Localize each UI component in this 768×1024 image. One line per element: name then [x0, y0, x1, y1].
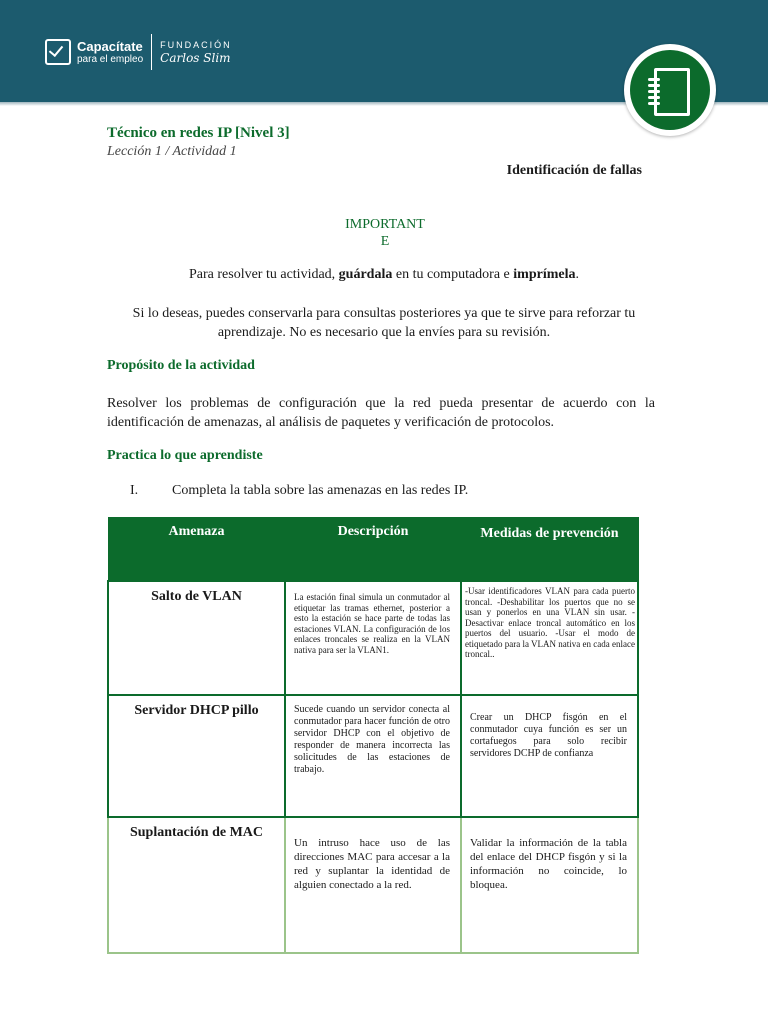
p1-text-a: Para resolver tu actividad, [189, 267, 339, 282]
logo-title: Capacítate [77, 38, 143, 54]
logo-divider [151, 34, 152, 70]
description-cell: Un intruso hace uso de las direcciones MAC para accesar a la red y suplantar la identidad de alguien conectado a la red. [285, 817, 461, 953]
prevention-cell: Validar la información de la tabla del enlace del DHCP fisgón y si la información no coincide, lo bloquea. [461, 817, 638, 953]
p1-text-c: . [575, 267, 579, 282]
important-heading [330, 216, 440, 250]
badge-circle [630, 50, 710, 130]
column-header-threat: Amenaza [108, 518, 285, 582]
p1-bold-save: guárdala [338, 267, 393, 282]
threat-cell: Salto de VLAN [108, 581, 285, 695]
save-print-instructions [107, 267, 661, 283]
description-cell: La estación final simula un conmutador al etiquetar las tramas ethernet, posterior a esto la estación se hace parte de todas las estaciones VLAN. La configuración de los enlaces troncales se realiza en la VLAN nativa para ser la VLAN1. [285, 581, 461, 695]
keep-note-paragraph: Si lo deseas, puedes conservarla para consultas posteriores ya que te sirve para reforzar tu aprendizaje. No es necesario que la envíes para su revisión. [132, 306, 636, 340]
important-line2: E [380, 234, 390, 249]
notebook-icon [654, 68, 690, 116]
checkbox-logo-icon [45, 39, 71, 65]
column-header-prevention: Medidas de prevención [461, 518, 638, 582]
table-row [108, 581, 638, 695]
important-line1: IMPORTANT [345, 217, 425, 232]
p1-text-b: en tu computadora e [392, 267, 514, 282]
purpose-text: Resolver los problemas de configuración que la red pueda presentar de acuerdo con la identificación de amenazas, al análisis de paquetes y verificación de protocolos. [107, 396, 655, 430]
prevention-cell: -Usar identificadores VLAN para cada puerto troncal. -Deshabilitar los puertos que no se usan y ponerlos en una VLAN sin usar. -Desactivar enlace troncal automático en los puertos del usuario. -Usar el modo de etiquetado para la VLAN nativa en cada enlace troncal.. [461, 581, 638, 695]
table-row [108, 817, 638, 953]
activity-title: Identificación de fallas [506, 163, 642, 178]
item-text: Completa la tabla sobre las amenazas en las redes IP. [172, 483, 469, 498]
description-cell: Sucede cuando un servidor conecta al conmutador para hacer función de otro servidor DHCP con el objetivo de responder de manera incorrecta las solicitudes de las estaciones de trabajo. [285, 695, 461, 817]
lesson-label: Lección 1 / Actividad 1 [107, 144, 237, 159]
threats-table [107, 517, 639, 954]
capacitate-logo [45, 34, 232, 70]
logo-subtitle: para el empleo [77, 53, 144, 65]
threat-cell: Servidor DHCP pillo [108, 695, 285, 817]
column-header-description: Descripción [285, 518, 461, 582]
course-title: Técnico en redes IP [Nivel 3] [107, 125, 290, 141]
foundation-label: FUNDACIÓN [160, 40, 232, 50]
item-number: I. [130, 483, 139, 498]
notebook-badge [624, 44, 716, 136]
prevention-cell: Crear un DHCP fisgón en el conmutador cuya función es ser un cortafuegos para solo recibir servidores DCHP de confianza [461, 695, 638, 817]
purpose-heading: Propósito de la actividad [107, 358, 255, 373]
threat-cell: Suplantación de MAC [108, 817, 285, 953]
practice-heading: Practica lo que aprendiste [107, 448, 263, 463]
table-header-row [108, 518, 638, 582]
foundation-name: Carlos Slim [160, 51, 231, 65]
practice-item [130, 483, 468, 499]
p1-bold-print: imprímela [513, 267, 576, 282]
spiral-icon [648, 75, 660, 109]
table-row [108, 695, 638, 817]
